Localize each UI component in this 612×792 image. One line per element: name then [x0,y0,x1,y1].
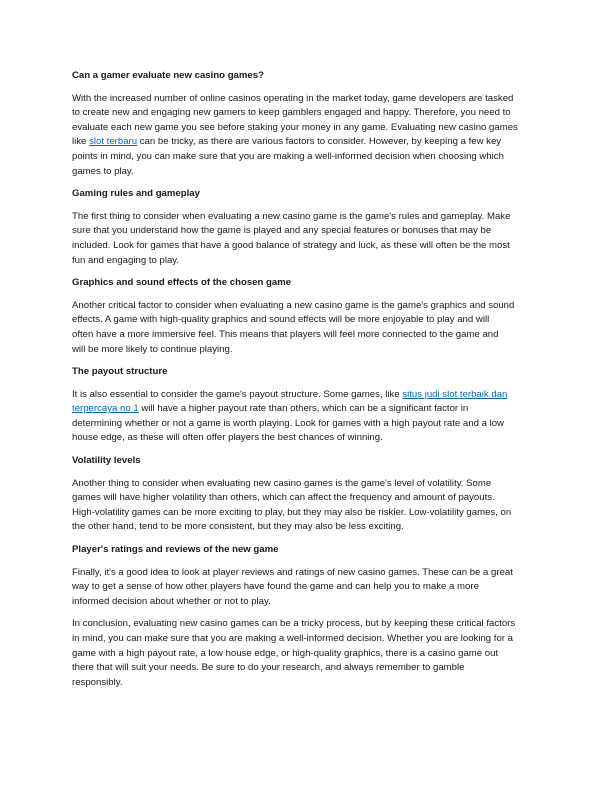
text-line [72,135,552,150]
document-page [72,69,552,698]
ratings-paragraph [72,566,552,610]
text-line: there that will suit your needs. Be sure to do your research, and always remember to gamble [72,662,465,674]
section-heading-graphics: Graphics and sound effects of the chosen game [72,277,292,289]
text-line: The first thing to consider when evaluating a new casino game is the game's rules and gameplay. Make [72,210,511,222]
text-line: Another critical factor to consider when evaluating a new casino game is the game's graphics and sound [72,299,515,311]
text-line: responsibly. [72,676,123,688]
text-line: included. Look for games that have a good balance of strategy and luck, as these will often be the most [72,239,510,251]
gaming-rules-paragraph [72,210,552,268]
text-line: Another thing to consider when evaluating new casino games is the game's level of volatility. Some [72,477,492,489]
payout-paragraph [72,388,552,446]
section-heading-ratings: Player's ratings and reviews of the new game [72,544,279,556]
text-line [72,402,552,417]
text-line: Finally, it's a good idea to look at player reviews and ratings of new casino games. These can be a great [72,566,513,578]
text-line: evaluate each new game you see before staking your money in any game. Evaluating new casino games [72,121,518,133]
situs-judi-slot-link[interactable]: situs judi slot terbaik dan [402,388,508,400]
conclusion-paragraph [72,617,552,690]
text-line: game with a high payout rate, a low house edge, or high-quality graphics, there is a casino game out [72,647,499,659]
text-line: informed decision about whether or not to play. [72,595,271,607]
text-line: often have a more immersive feel. This means that players will feel more connected to the game and [72,328,499,340]
section-heading-payout: The payout structure [72,366,168,378]
text-line: in mind, you can make sure that you are making a well-informed decision. Whether you are looking for a [72,633,513,644]
situs-judi-slot-link-cont[interactable]: terpercaya no 1 [72,403,139,415]
text-line: With the increased number of online casinos operating in the market today, game developers are tasked [72,92,514,104]
text-line: way to get a sense of how other players have found the game and can help you to make a more [72,581,479,593]
text-line: the other hand, tend to be more consistent, but they may also be less exciting. [72,521,404,533]
text-line: determining whether or not a game is worth playing. Look for games with a high payout rate and a low [72,417,504,429]
text-line: sure that you understand how the game is played and any special features or bonuses that may be [72,225,492,237]
text-line: games to play. [72,165,134,177]
text-line [72,388,552,403]
text-line: to create new and engaging new gamers to keep gamblers engaged and happy. Therefore, you need to [72,107,511,119]
graphics-paragraph [72,299,552,357]
text-line: points in mind, you can make sure that you are making a well-informed decision when choosing which [72,150,504,162]
text-line: High-volatility games can be more exciting to play, but they may also be riskier. Low-volatility games, on [72,506,512,518]
section-heading-volatility: Volatility levels [72,455,141,467]
text-line: will be more likely to continue playing. [72,343,233,355]
text-line: effects. A game with high-quality graphics and sound effects will be more enjoyable to play and will [72,314,490,326]
text-line: In conclusion, evaluating new casino games can be a tricky process, but by keeping these critical factors [72,618,516,630]
text-segment: like [72,136,90,148]
text-segment: can be tricky, as there are various factors to consider. However, by keeping a few key [137,136,502,148]
text-line: house edge, as these will often offer players the best chances of winning. [72,432,383,444]
text-segment: will have a higher payout rate than others, which can be a significant factor in [138,403,469,415]
volatility-paragraph [72,477,552,535]
text-segment: It is also essential to consider the game's payout structure. Some games, like [72,388,403,400]
intro-paragraph [72,92,552,180]
section-heading-gaming-rules: Gaming rules and gameplay [72,188,200,200]
text-line: fun and engaging to play. [72,254,180,266]
document-title: Can a gamer evaluate new casino games? [72,70,264,81]
text-line: games will have higher volatility than others, which can affect the frequency and amount of payouts. [72,492,495,504]
slot-terbaru-link[interactable]: slot terbaru [89,136,138,148]
